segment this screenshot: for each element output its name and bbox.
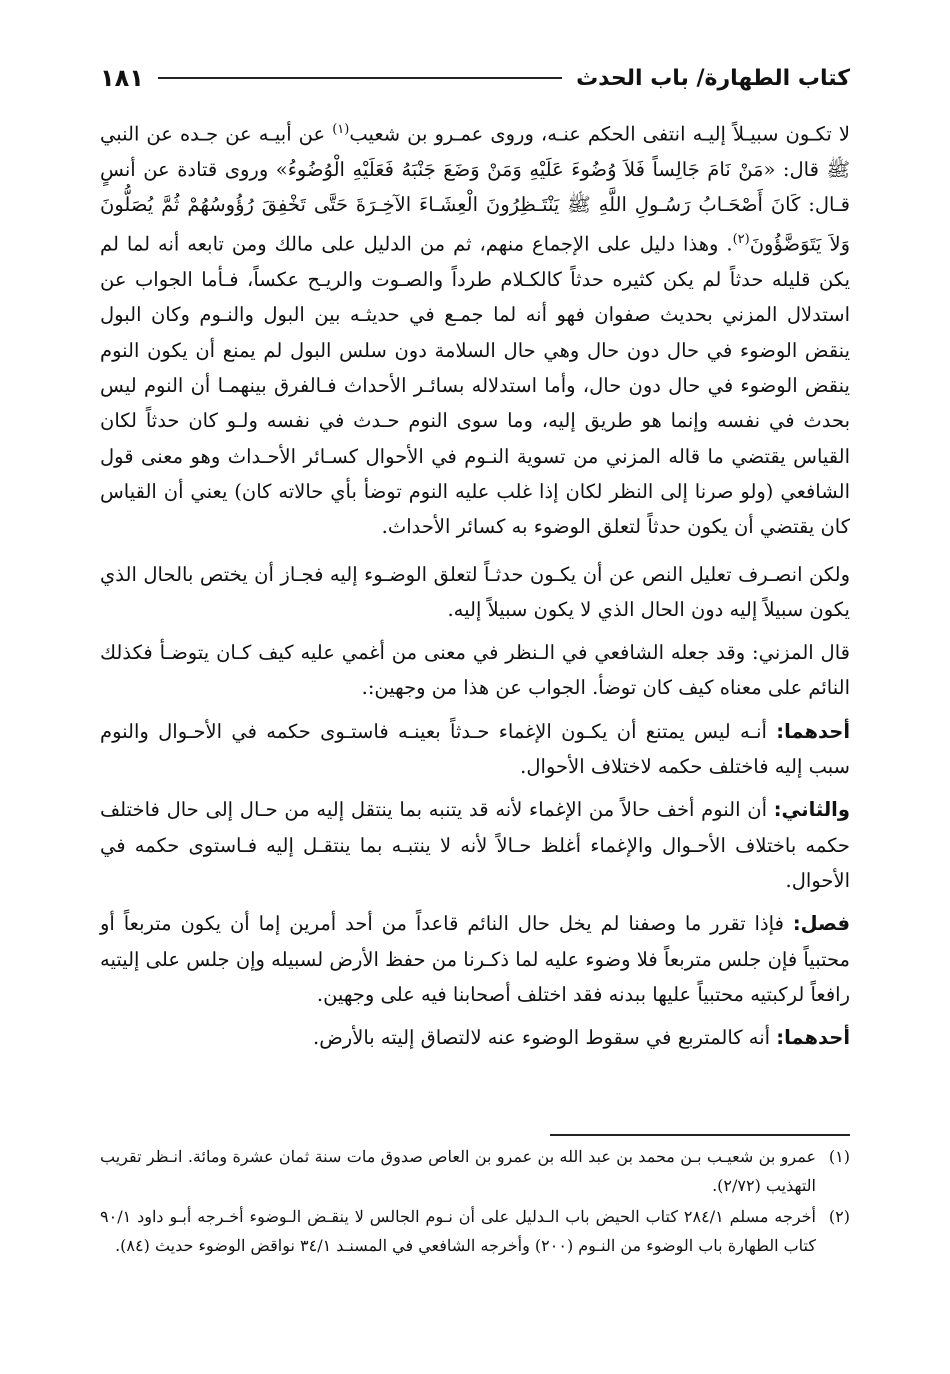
- paragraph-text: ولكن انصـرف تعليل النص عن أن يكـون حدثـاً لتعلق الوضـوء إليه فجـاز أن يختص بالحال الذي يكون سبيلاً إليه دون الحال الذي لا يكون سبيلاً إليه.: [100, 562, 850, 621]
- paragraph-text: . وهذا دليل على الإجماع منهم، ثم من الدليل على مالك ومن تابعه أنه لما لم يكن قليله حدثاً لم يكن كثيره حدثاً كالكـلام طرداً والصـوت والريـح عكساً، فـأما الجواب عن استدلال المزني بحديث صفوان فهو أنه لما جمـع في حديثـه بين البول والنـوم وكان البول ينقض الوضوء في حال دون حال وهي حال السلامة دون سلس البول لم يمنع أن يكون النوم ينقض الوضوء في حال دون حال، وأما استدلاله بسائـر الأحداث فـالفرق بينهمـا أن النوم ليس بحدث في نفسه وإنما هو طريق إليه، وما سوى النوم حـدث في نفسه ولـو كان حدثاً لكان القياس يقتضي ما قاله المزني من تسوية النـوم في الأحوال كسـائر الأحـداث وهو معنى قول الشافعي (ولو صرنا إلى النظر لكان إذا غلب عليه النوم توضأ بأي حالاته كان) يعني أن القياس كان يقتضي أن يكون حدثاً لتعلق الوضوء به كسائر الأحداث.: [100, 232, 850, 539]
- footnote-text: عمرو بن شعيـب بـن محمد بن عبد الله بن عمرو بن العاص صدوق مات سنة ثمان عشرة ومائة. انـظر تقريب التهذيب (٢/٧٢).: [100, 1147, 816, 1195]
- paragraph-text: أن النوم أخف حالاً من الإغماء لأنه قد يتنبه بما ينتقل إليه من حـال إلى حال فاختلف حكمه باختلاف الأحـوال والإغماء أغلظ حـالاً لأنه لا ينتبـه بما ينتقـل إليه فـاستوى حكمه في الأحوال.: [100, 798, 850, 892]
- paragraph-text: قال المزني: وقد جعله الشافعي في الـنظر في معنى من أغمي عليه كيف كـان يتوضـأ فكذلك النائم على معناه كيف كان توضأ. الجواب عن هذا من وجهين:.: [100, 641, 850, 700]
- paragraph: [100, 112, 850, 545]
- paragraph-lead: فصل:: [792, 912, 850, 936]
- paragraph: [100, 714, 850, 785]
- paragraph-lead: أحدهما:: [776, 719, 850, 743]
- paragraph-lead: أحدهما:: [776, 1026, 850, 1050]
- page-number: ١٨١: [100, 64, 144, 92]
- paragraph: [100, 635, 850, 706]
- paragraph-lead: والثاني:: [773, 798, 850, 822]
- paragraph-text: أنـه ليس يمتنع أن يكـون الإغماء حـدثاً بعينـه فاستـوى حكمه في الأحـوال والنوم سبب إليه فاختلف حكمه لاختلاف الأحوال.: [100, 719, 850, 779]
- footnote-rule: [550, 1134, 850, 1136]
- header-rule: [158, 77, 562, 79]
- footnote-number: (٢): [828, 1207, 850, 1226]
- chapter-title: كتاب الطهارة/ باب الحدث: [576, 65, 850, 91]
- paragraph-text: لا تكـون سبيـلاً إليـه انتفى الحكم عنـه، وروى عمـرو بن شعيب: [349, 122, 850, 146]
- main-text: [100, 112, 850, 1063]
- footnotes: [100, 1142, 850, 1262]
- paragraph: [100, 906, 850, 1012]
- paragraph: [100, 792, 850, 898]
- paragraph: [100, 557, 850, 628]
- running-header: [100, 58, 850, 98]
- footnote-text: أخرجه مسلم ٢٨٤/١ كتاب الحيض باب الـدليل على أن نـوم الجالس لا ينقـض الـوضوء أخـرجه أبـو داود ٩٠/١ كتاب الطهارة باب الوضوء من النـوم (٢٠٠) وأخرجه الشافعي في المسنـد ٣٤/١ نواقض الوضوء حديث (٨٤).: [100, 1207, 816, 1255]
- footnote: [100, 1142, 850, 1200]
- paragraph-text: فإذا تقرر ما وصفنا لم يخل حال النائم قاعداً من أحد أمرين إما أن يكون متربعاً أو محتبياً فإن جلس متربعاً فلا وضوء عليه لما ذكـرنا من حفظ الأرض لسبيله وإن جلس على إليتيه رافعاً لركبتيه محتبياً عليها ببدنه فقد اختلف أصحابنا فيه على وجهين.: [100, 912, 850, 1006]
- footnote-ref: (٢): [732, 232, 750, 248]
- footnote-ref: (١): [332, 122, 350, 137]
- footnote: [100, 1202, 850, 1260]
- paragraph-text: عن أبيـه عن جـده عن النبي ﷺ قال: «مَنْ نَامَ جَالِساً فَلاَ وُضُوءَ عَلَيْهِ وَمَنْ وَضَعَ جَنْبَهُ فَعَلَيْهِ الْوُضُوءُ» وروى قتادة عن أنسٍ قـال: كَانَ أَصْحَـابُ رَسُـولِ اللَّهِ ﷺ يَنْتَـظِرُونَ الْعِشَـاءَ الآخِـرَةَ حَتَّى تَخْفِقَ رُؤُوسُهُمْ ثُمَّ يُصَلُّونَ وَلاَ يَتَوَضَّؤُونَ: [100, 122, 850, 256]
- paragraph: [100, 1020, 850, 1055]
- paragraph-text: أنه كالمتربع في سقوط الوضوء عنه لالتصاق إليته بالأرض.: [313, 1026, 777, 1050]
- footnote-number: (١): [828, 1147, 850, 1166]
